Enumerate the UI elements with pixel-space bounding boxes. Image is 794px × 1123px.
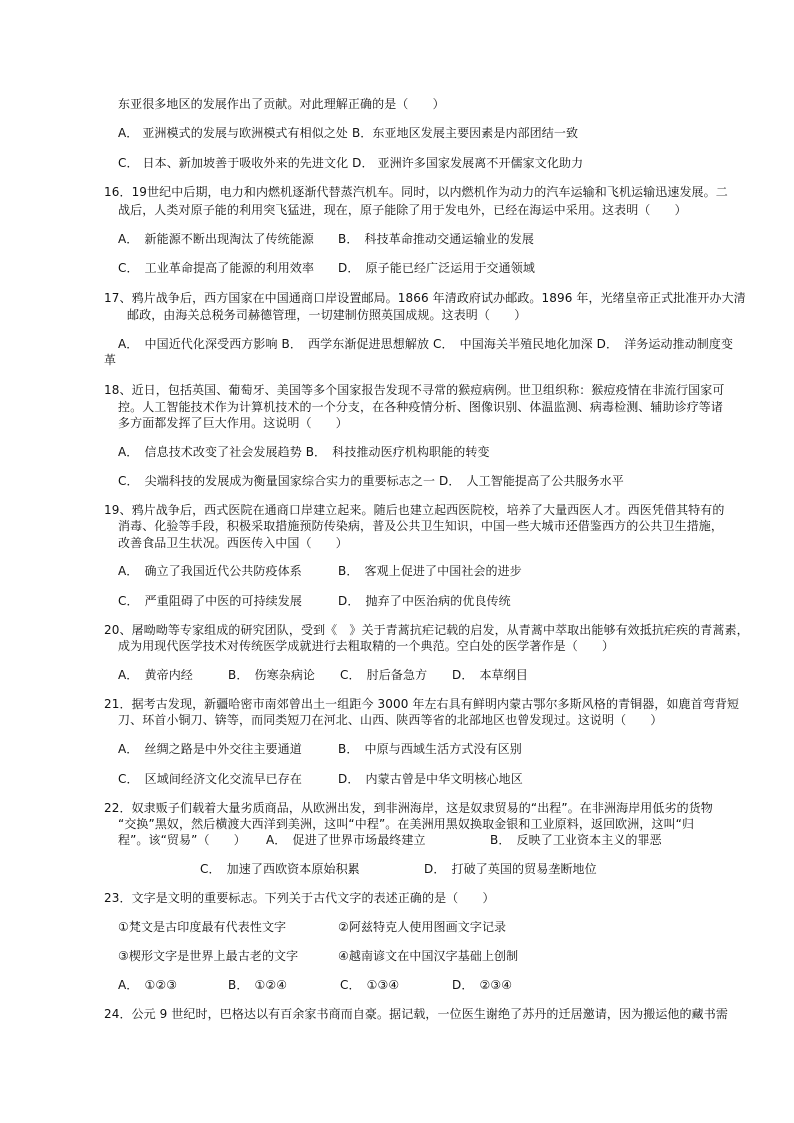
q20-option-a: A． 黄帝内经 [118, 668, 193, 682]
q19-option-b: B． 客观上促进了中国社会的进步 [338, 564, 522, 578]
q23-item-3: ③楔形文字是世界上最古老的文字 [118, 949, 299, 963]
q21-option-c: C． 区域间经济文化交流早已存在 [118, 772, 302, 786]
q22-stem-line2: “交换”黑奴，然后横渡大西洋到美洲，这叫“中程”。在美洲用黑奴换取金银和工业原料，返回欧洲，这叫“归 [118, 817, 695, 831]
q23-stem: 23．文字是文明的重要标志。下列关于古代文字的表述正确的是（ ） [104, 891, 495, 905]
q18-options-cd: C． 尖端科技的发展成为衡量国家综合实力的重要标志之一 D． 人工智能提高了公共服务水平 [118, 474, 624, 488]
q20-option-c: C． 肘后备急方 [340, 668, 428, 682]
q22-option-d: D． 打破了英国的贸易垄断地位 [424, 862, 597, 876]
q23-item-4: ④越南谚文在中国汉字基础上创制 [338, 949, 519, 963]
q18-stem-line1: 18、近日，包括英国、葡萄牙、美国等多个国家报告发现不寻常的猴痘病例。世卫组织称：猴痘疫情在非流行国家可 [104, 383, 725, 397]
q18-stem-line3: 多方面都发挥了巨大作用。这说明（ ） [118, 416, 348, 430]
q20-stem-line2: 成为用现代医学技术对传统医学成就进行去粗取精的一个典范。空白处的医学著作是（ ） [118, 639, 615, 653]
q23-option-d: D． ②③④ [452, 978, 513, 992]
q23-option-c: C． ①③④ [340, 978, 400, 992]
q20-option-b: B． 伤寒杂病论 [228, 668, 316, 682]
q18-options-ab: A． 信息技术改变了社会发展趋势 B． 科技推动医疗机构职能的转变 [118, 445, 490, 459]
q17-options-line1: A． 中国近代化深受西方影响 B． 西学东渐促进思想解放 C． 中国海关半殖民地化加深 D． 洋务运动推动制度变 [118, 337, 734, 351]
q20-option-d: D． 本草纲目 [452, 668, 528, 682]
q21-stem-line1: 21．据考古发现，新疆哈密市南郊曾出土一组距今 3000 年左右具有鲜明内蒙古鄂尔多斯风格的青铜器，如鹿首弯背短 [104, 697, 740, 711]
q18-stem-line2: 控。人工智能技术作为计算机技术的一个分支，在各种疫情分析、图像识别、体温监测、病毒检测、辅助诊疗等诸 [118, 400, 724, 414]
q17-stem-line1: 17、鸦片战争后，西方国家在中国通商口岸设置邮局。1866 年清政府试办邮政。1896 年，光绪皇帝正式批准开办大清 [104, 291, 746, 305]
q21-option-b: B． 中原与西域生活方式没有区别 [338, 742, 522, 756]
q19-option-c: C． 严重阻碍了中医的可持续发展 [118, 594, 302, 608]
q16-option-b: B． 科技革命推动交通运输业的发展 [338, 232, 534, 246]
q22-stem-line3: 程”。该“贸易”（ ） [118, 833, 246, 847]
q22-stem-line1: 22．奴隶贩子们载着大量劣质商品，从欧洲出发，到非洲海岸，这是奴隶贸易的“出程”。在非洲海岸用低劣的货物 [104, 801, 713, 815]
q15-options-ab: A． 亚洲模式的发展与欧洲模式有相似之处 B．东亚地区发展主要因素是内部团结一致 [118, 126, 579, 140]
q16-stem-line2: 战后，人类对原子能的利用突飞猛进，现在，原子能除了用于发电外，已经在海运中采用。这表明（ ） [118, 203, 687, 217]
q19-stem-line2: 消毒、化验等手段，积极采取措施预防传染病，普及公共卫生知识，中国一些大城市还借鉴西方的公共卫生措施， [118, 519, 724, 533]
q23-option-a: A． ①②③ [118, 978, 178, 992]
q15-stem-tail: 东亚很多地区的发展作出了贡献。对此理解正确的是（ ） [118, 97, 445, 111]
q19-option-a: A． 确立了我国近代公共防疫体系 [118, 564, 302, 578]
q21-stem-line2: 刀、环首小铜刀、锛等，而同类短刀在河北、山西、陕西等省的北部地区也曾发现过。这说明（ ） [118, 713, 663, 727]
q19-stem-line1: 19、鸦片战争后，西式医院在通商口岸建立起来。随后也建立起西医院校，培养了大量西医人才。西医凭借其特有的 [104, 503, 725, 517]
q24-stem-line1: 24．公元 9 世纪时，巴格达以有百余家书商而自豪。据记载，一位医生谢绝了苏丹的迁居邀请，因为搬运他的藏书需 [104, 1007, 728, 1021]
q21-option-a: A． 丝绸之路是中外交往主要通道 [118, 742, 302, 756]
q23-option-b: B． ①②④ [228, 978, 288, 992]
q22-option-c: C． 加速了西欧资本原始积累 [200, 862, 360, 876]
q23-item-1: ①梵文是古印度最有代表性文字 [118, 920, 287, 934]
q16-option-a: A． 新能源不断出现淘汰了传统能源 [118, 232, 314, 246]
q16-stem-line1: 16．19世纪中后期，电力和内燃机逐渐代替蒸汽机车。同时，以内燃机作为动力的汽车运输和飞机运输迅速发展。二 [104, 185, 728, 199]
q15-options-cd: C． 日本、新加坡善于吸收外来的先进文化 D． 亚洲许多国家发展离不开儒家文化助力 [118, 156, 584, 170]
q22-option-a: A． 促进了世界市场最终建立 [266, 833, 426, 847]
q16-option-d: D． 原子能已经广泛运用于交通领域 [338, 261, 535, 275]
q23-item-2: ②阿兹特克人使用图画文字记录 [338, 920, 507, 934]
q19-option-d: D． 抛弃了中医治病的优良传统 [338, 594, 511, 608]
q19-stem-line3: 改善食品卫生状况。西医传入中国（ ） [118, 536, 348, 550]
q21-option-d: D． 内蒙古曾是中华文明核心地区 [338, 772, 523, 786]
q17-options-line2: 革 [104, 353, 117, 367]
q20-stem-line1: 20、屠呦呦等专家组成的研究团队，受到《 》关于青蒿抗疟记载的启发，从青蒿中萃取出能够有效抵抗疟疾的青蒿素， [104, 623, 749, 637]
q17-stem-line2: 邮政，由海关总税务司赫德管理，一切建制仿照英国成规。这表明（ ） [127, 308, 527, 322]
q16-option-c: C． 工业革命提高了能源的利用效率 [118, 261, 315, 275]
q22-option-b: B． 反映了工业资本主义的罪恶 [490, 833, 662, 847]
